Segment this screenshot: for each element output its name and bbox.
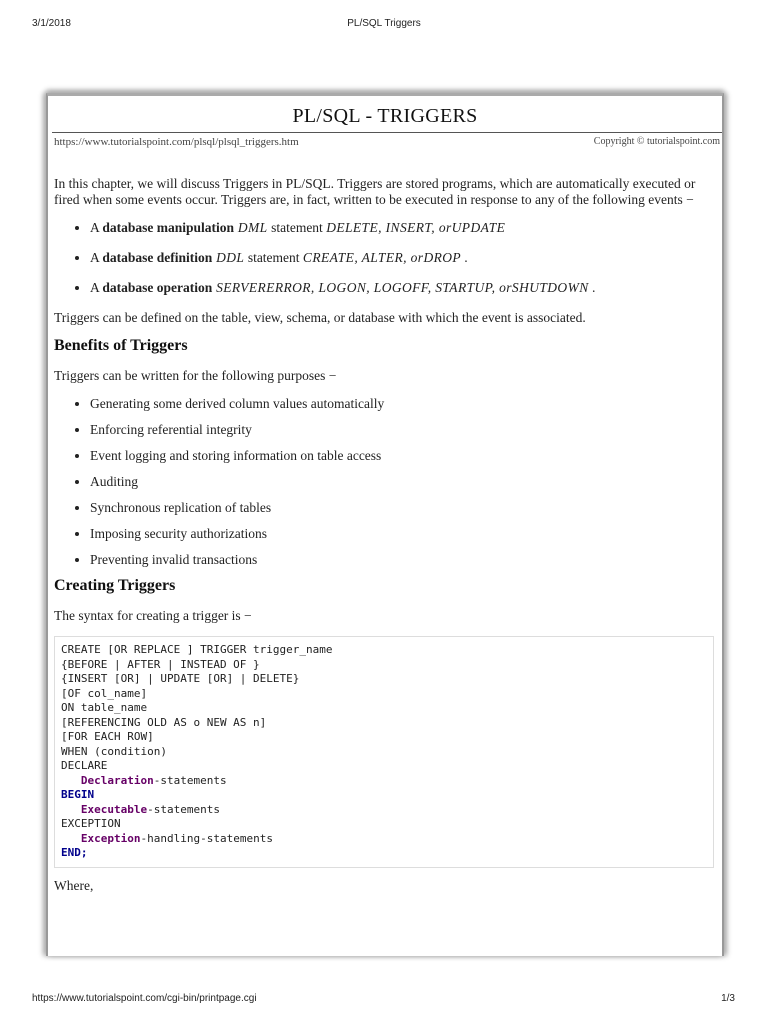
creating-intro: The syntax for creating a trigger is − — [54, 608, 252, 623]
code-line: [OF col_name] — [61, 686, 148, 700]
list-item: • A database operation SERVERERROR, LOGON, LOGOFF, STARTUP, orSHUTDOWN . — [90, 280, 714, 296]
code-line: -statements — [153, 773, 227, 787]
benefits-list — [54, 396, 714, 568]
code-keyword: Declaration — [80, 773, 154, 787]
intro-paragraph: In this chapter, we will discuss Triggers in PL/SQL. Triggers are stored programs, which are automatically executed or fired when some events occur. Triggers are, in fact, written to be executed in response to any of the following events − — [54, 176, 696, 207]
code-line: CREATE [OR REPLACE ] TRIGGER trigger_name — [61, 643, 333, 656]
list-item: • Generating some derived column values automatically — [90, 396, 714, 412]
bold-term: database manipulation — [102, 220, 235, 235]
code-line: -handling-statements — [140, 831, 273, 845]
list-item: • Enforcing referential integrity — [90, 422, 714, 438]
code-line: [REFERENCING OLD AS o NEW AS n] — [61, 715, 267, 729]
copyright: Copyright © tutorialspoint.com — [593, 136, 720, 147]
print-date: 3/1/2018 — [32, 18, 71, 29]
list-item: • Imposing security authorizations — [90, 526, 714, 542]
bold-term: database definition — [102, 250, 213, 265]
article-container — [46, 93, 724, 956]
list-item: • Synchronous replication of tables — [90, 500, 714, 516]
source-url[interactable]: https://www.tutorialspoint.com/plsql/plsql_triggers.htm — [54, 136, 299, 148]
code-line: {INSERT [OR] | UPDATE [OR] | DELETE} — [61, 672, 300, 685]
code-keyword: END; — [61, 846, 88, 859]
code-line: [FOR EACH ROW] — [61, 730, 154, 743]
where-paragraph: Where, — [54, 877, 94, 893]
list-item: • Preventing invalid transactions — [90, 552, 714, 568]
list-item: • Auditing — [90, 474, 714, 490]
list-item: • Event logging and storing information on table access — [90, 448, 714, 464]
code-line: {BEFORE | AFTER | INSTEAD OF } — [61, 657, 260, 671]
events-list — [54, 220, 714, 296]
code-line: EXCEPTION — [61, 817, 121, 830]
section-heading-benefits: Benefits of Triggers — [54, 337, 188, 354]
defined-on-paragraph: Triggers can be defined on the table, view, schema, or database with which the event is associated. — [54, 310, 586, 325]
source-bar — [52, 132, 722, 153]
page-title: PL/SQL - TRIGGERS — [292, 105, 478, 127]
code-keyword: Exception — [80, 831, 141, 845]
code-keyword: Executable — [80, 802, 148, 816]
code-line: -statements — [147, 802, 220, 816]
code-line: DECLARE — [61, 759, 108, 772]
section-heading-creating: Creating Triggers — [54, 577, 176, 594]
list-item: • A database manipulation DML statement DELETE, INSERT, orUPDATE — [90, 220, 714, 236]
benefits-intro: Triggers can be written for the following purposes − — [54, 368, 337, 383]
code-keyword: BEGIN — [61, 788, 95, 801]
article-body — [54, 176, 714, 906]
page-number: 1/3 — [721, 993, 735, 1004]
code-block — [54, 636, 714, 868]
footer-url[interactable]: https://www.tutorialspoint.com/cgi-bin/printpage.cgi — [32, 993, 257, 1004]
code-line: ON table_name — [61, 701, 148, 714]
list-item: • A database definition DDL statement CREATE, ALTER, orDROP . — [90, 250, 714, 266]
code-line: WHEN (condition) — [61, 744, 167, 758]
bold-term: database operation — [102, 280, 213, 295]
print-title: PL/SQL Triggers — [347, 18, 421, 29]
